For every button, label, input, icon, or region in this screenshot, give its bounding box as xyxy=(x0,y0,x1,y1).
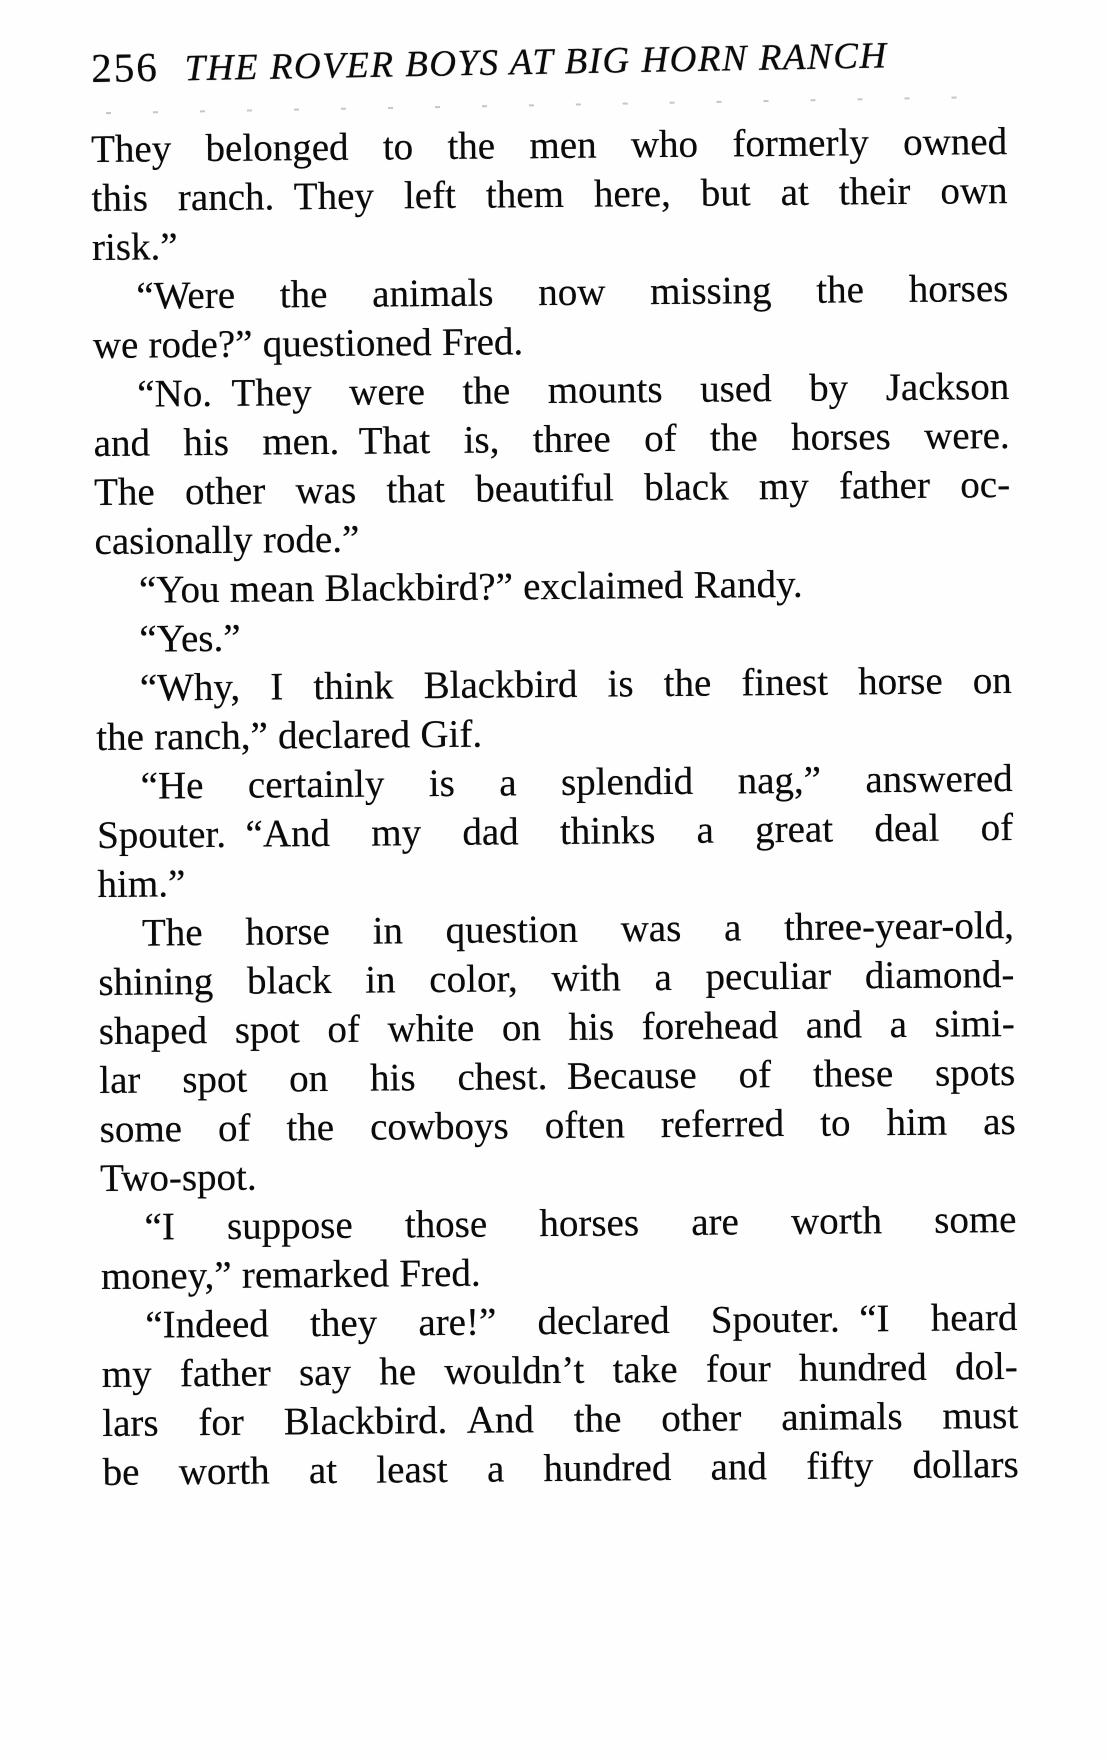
text-line: some of the cowboys often referred to him as xyxy=(99,1099,1016,1151)
text-line: we rode?” questioned Fred. xyxy=(92,320,524,368)
page-body xyxy=(91,117,1019,1497)
page-header xyxy=(91,27,1042,92)
text-line: be worth at least a hundred and fifty dollars xyxy=(102,1442,1019,1494)
text-line: Spouter. “And my dad thinks a great deal of xyxy=(96,805,1014,857)
paragraph xyxy=(96,656,1013,762)
paragraph xyxy=(101,1293,1019,1497)
header-rule xyxy=(106,96,986,114)
paragraph xyxy=(91,117,1008,272)
text-line: risk.” xyxy=(91,225,178,270)
text-line: him.” xyxy=(97,862,186,906)
text-line: lars for Blackbird. And the other animals must xyxy=(102,1393,1019,1445)
text-line: “You mean Blackbird?” exclaimed Randy. xyxy=(138,562,803,612)
text-line: my father say he wouldn’t take four hundred dol- xyxy=(101,1344,1018,1396)
text-line: casionally rode.” xyxy=(94,517,360,563)
paragraph xyxy=(96,754,1013,909)
text-line: “Were the animals now missing the horses xyxy=(136,267,1009,318)
paragraph xyxy=(93,362,1011,566)
text-line: They belonged to the men who formerly owned xyxy=(90,120,1008,172)
text-line: “He certainly is a splendid nag,” answered xyxy=(140,756,1013,808)
text-line: “No. They were the mounts used by Jackson xyxy=(137,365,1010,416)
text-line: and his men. That is, three of the horses were. xyxy=(93,414,1010,466)
text-line: “Why, I think Blackbird is the finest horse on xyxy=(139,659,1012,710)
paragraph xyxy=(92,264,1009,370)
text-line: shaped spot of white on his forehead and a simi- xyxy=(98,1001,1015,1053)
text-line: “Yes.” xyxy=(139,616,241,661)
text-line: this ranch. They left them here, but at their own xyxy=(91,169,1008,221)
text-line: Two-spot. xyxy=(99,1155,257,1200)
running-title: THE ROVER BOYS AT BIG HORN RANCH xyxy=(184,35,889,90)
text-line: money,” remarked Fred. xyxy=(100,1251,481,1298)
paragraph xyxy=(100,1195,1017,1301)
text-line: The other was that beautiful black my father oc- xyxy=(93,463,1011,514)
text-line: shining black in color, with a peculiar diamond- xyxy=(98,952,1015,1004)
paragraph xyxy=(95,607,1011,664)
text-line: “I suppose those horses are worth some xyxy=(144,1197,1017,1249)
text-line: The horse in question was a three-year-old, xyxy=(141,903,1015,955)
paragraph xyxy=(98,901,1017,1203)
paragraph xyxy=(95,558,1011,615)
text-line: the ranch,” declared Gif. xyxy=(96,712,483,759)
text-line: “Indeed they are!” declared Spouter. “I heard xyxy=(145,1295,1018,1347)
text-line: lar spot on his chest. Because of these spots xyxy=(99,1050,1016,1102)
page-number: 256 xyxy=(90,43,160,92)
